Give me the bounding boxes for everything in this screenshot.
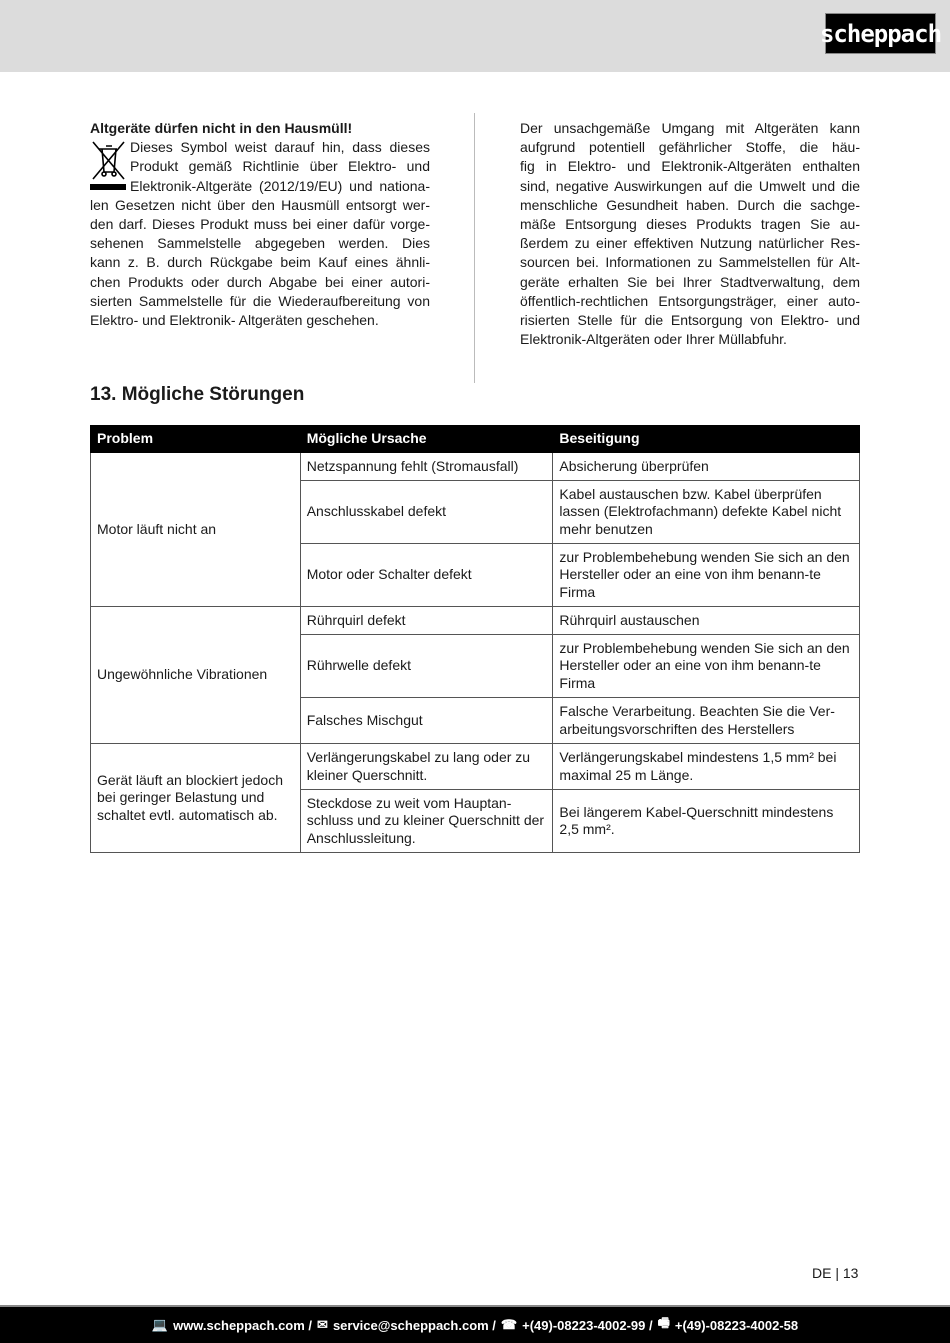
- text-line: Elektronik-Altgeräten oder Ihrer Müllabfuhr.: [520, 331, 787, 348]
- text-line: Der unsachgemäße Umgang mit Altgeräten kann: [520, 120, 860, 136]
- table-row: [91, 607, 860, 635]
- text-line: menschliche Gesundheit haben. Durch die sachge-: [520, 196, 860, 213]
- cause-cell: Rührquirl defekt: [300, 607, 553, 635]
- scheppach-logo: scheppach: [825, 13, 936, 54]
- text-line: aufgrund potentiell gefährlicher Stoffe, die häu-: [520, 139, 860, 156]
- problem-cell: Ungewöhnliche Vibrationen: [91, 607, 301, 744]
- mail-icon: ✉: [317, 1317, 328, 1332]
- fax-number: +(49)-08223-4002-58: [674, 1317, 799, 1333]
- footer-bar: [0, 1305, 950, 1343]
- text-line: risierten Stelle für die Entsorgung von Elektro- und: [520, 312, 860, 329]
- text-line: Elektro- und Elektronik- Altgeräten geschehen.: [90, 312, 379, 329]
- text-line: sierten Sammelstelle für die Wiederaufbereitung von: [90, 292, 430, 309]
- email-link[interactable]: service@scheppach.com /: [332, 1317, 496, 1333]
- phone-number: +(49)-08223-4002-99 /: [522, 1317, 653, 1333]
- header-problem: Problem: [91, 426, 301, 453]
- cause-cell: Steckdose zu weit vom Hauptan-schluss und zu kleiner Querschnitt der Anschlussleitung.: [300, 790, 553, 853]
- fix-cell: Kabel austauschen bzw. Kabel überprüfen lassen (Elektrofachmann) defekte Kabel nicht mehr benutzen: [553, 481, 860, 544]
- column-divider: [474, 113, 475, 383]
- text-line: sind, negative Auswirkungen auf die Umwelt und die: [520, 177, 860, 194]
- header-fix: Beseitigung: [553, 426, 860, 453]
- table-row: [91, 744, 860, 790]
- problem-cell: Motor läuft nicht an: [91, 453, 301, 607]
- text-line: geräte erhalten Sie bei Ihrer Stadtverwaltung, dem: [520, 273, 860, 290]
- text-line: ßerdem zu einer effektiven Nutzung natürlicher Res-: [520, 235, 860, 252]
- fix-cell: Rührquirl austauschen: [553, 607, 860, 635]
- fix-cell: Absicherung überprüfen: [553, 453, 860, 481]
- text-line: Elektronik-Altgeräte (2012/19/EU) und nationa-: [130, 177, 430, 194]
- text-line: kann z. B. durch Rückgabe beim Kauf eines ähnli-: [90, 254, 430, 271]
- fax-icon: 🖷: [657, 1315, 670, 1330]
- text-line: den darf. Dieses Produkt muss bei einer dafür vorge-: [90, 216, 430, 233]
- disposal-notice-continued: [520, 119, 860, 349]
- text-line: sehenen Sammelstelle abgegeben werden. Dies: [90, 235, 430, 252]
- text-line: Produkt gemäß Richtlinie über Elektro- und: [130, 158, 430, 175]
- disposal-notice: [90, 119, 430, 330]
- section-title: 13. Mögliche Störungen: [90, 384, 305, 405]
- text-line: öffentlich-rechtlichen Entsorgungsträger, einer auto-: [520, 292, 860, 309]
- troubleshooting-table: [90, 425, 860, 853]
- cause-cell: Anschlusskabel defekt: [300, 481, 553, 544]
- crossed-bin-icon: [90, 139, 126, 191]
- table-row: [91, 453, 860, 481]
- text-line: len Gesetzen nicht über den Hausmüll entsorgt wer-: [90, 196, 430, 213]
- text-line: fig in Elektro- und Elektronik-Altgeräten enthalten: [520, 158, 860, 175]
- text-line: chen Produkts oder durch Abgabe bei einer autori-: [90, 273, 430, 290]
- computer-icon: 💻: [151, 1317, 169, 1332]
- phone-icon: ☎: [500, 1317, 518, 1332]
- fix-cell: Falsche Verarbeitung. Beachten Sie die Ver-arbeitungsvorschriften des Herstellers: [553, 698, 860, 744]
- fix-cell: Bei längerem Kabel-Querschnitt mindestens 2,5 mm².: [553, 790, 860, 853]
- fix-cell: Verlängerungskabel mindestens 1,5 mm² bei maximal 25 m Länge.: [553, 744, 860, 790]
- problem-cell: Gerät läuft an blockiert jedoch bei geringer Belastung und schaltet evtl. automatisch ab.: [91, 744, 301, 853]
- cause-cell: Rührwelle defekt: [300, 635, 553, 698]
- cause-cell: Falsches Mischgut: [300, 698, 553, 744]
- fix-cell: zur Problembehebung wenden Sie sich an den Hersteller oder an eine von ihm benann-te Firma: [553, 544, 860, 607]
- fix-cell: zur Problembehebung wenden Sie sich an den Hersteller oder an eine von ihm benann-te Firma: [553, 635, 860, 698]
- header-cause: Mögliche Ursache: [300, 426, 553, 453]
- header-bar: [0, 0, 950, 72]
- website-link[interactable]: www.scheppach.com /: [173, 1317, 313, 1333]
- disposal-heading: Altgeräte dürfen nicht in den Hausmüll!: [90, 120, 353, 136]
- page-number: DE | 13: [812, 1265, 859, 1281]
- text-line: mäße Entsorgung dieses Produkts tragen Sie au-: [520, 216, 860, 233]
- cause-cell: Netzspannung fehlt (Stromausfall): [300, 453, 553, 481]
- cause-cell: Verlängerungskabel zu lang oder zu kleiner Querschnitt.: [300, 744, 553, 790]
- text-line: Dieses Symbol weist darauf hin, dass dieses: [130, 139, 430, 156]
- cause-cell: Motor oder Schalter defekt: [300, 544, 553, 607]
- text-line: sourcen bei. Informationen zu Sammelstellen für Alt-: [520, 254, 860, 271]
